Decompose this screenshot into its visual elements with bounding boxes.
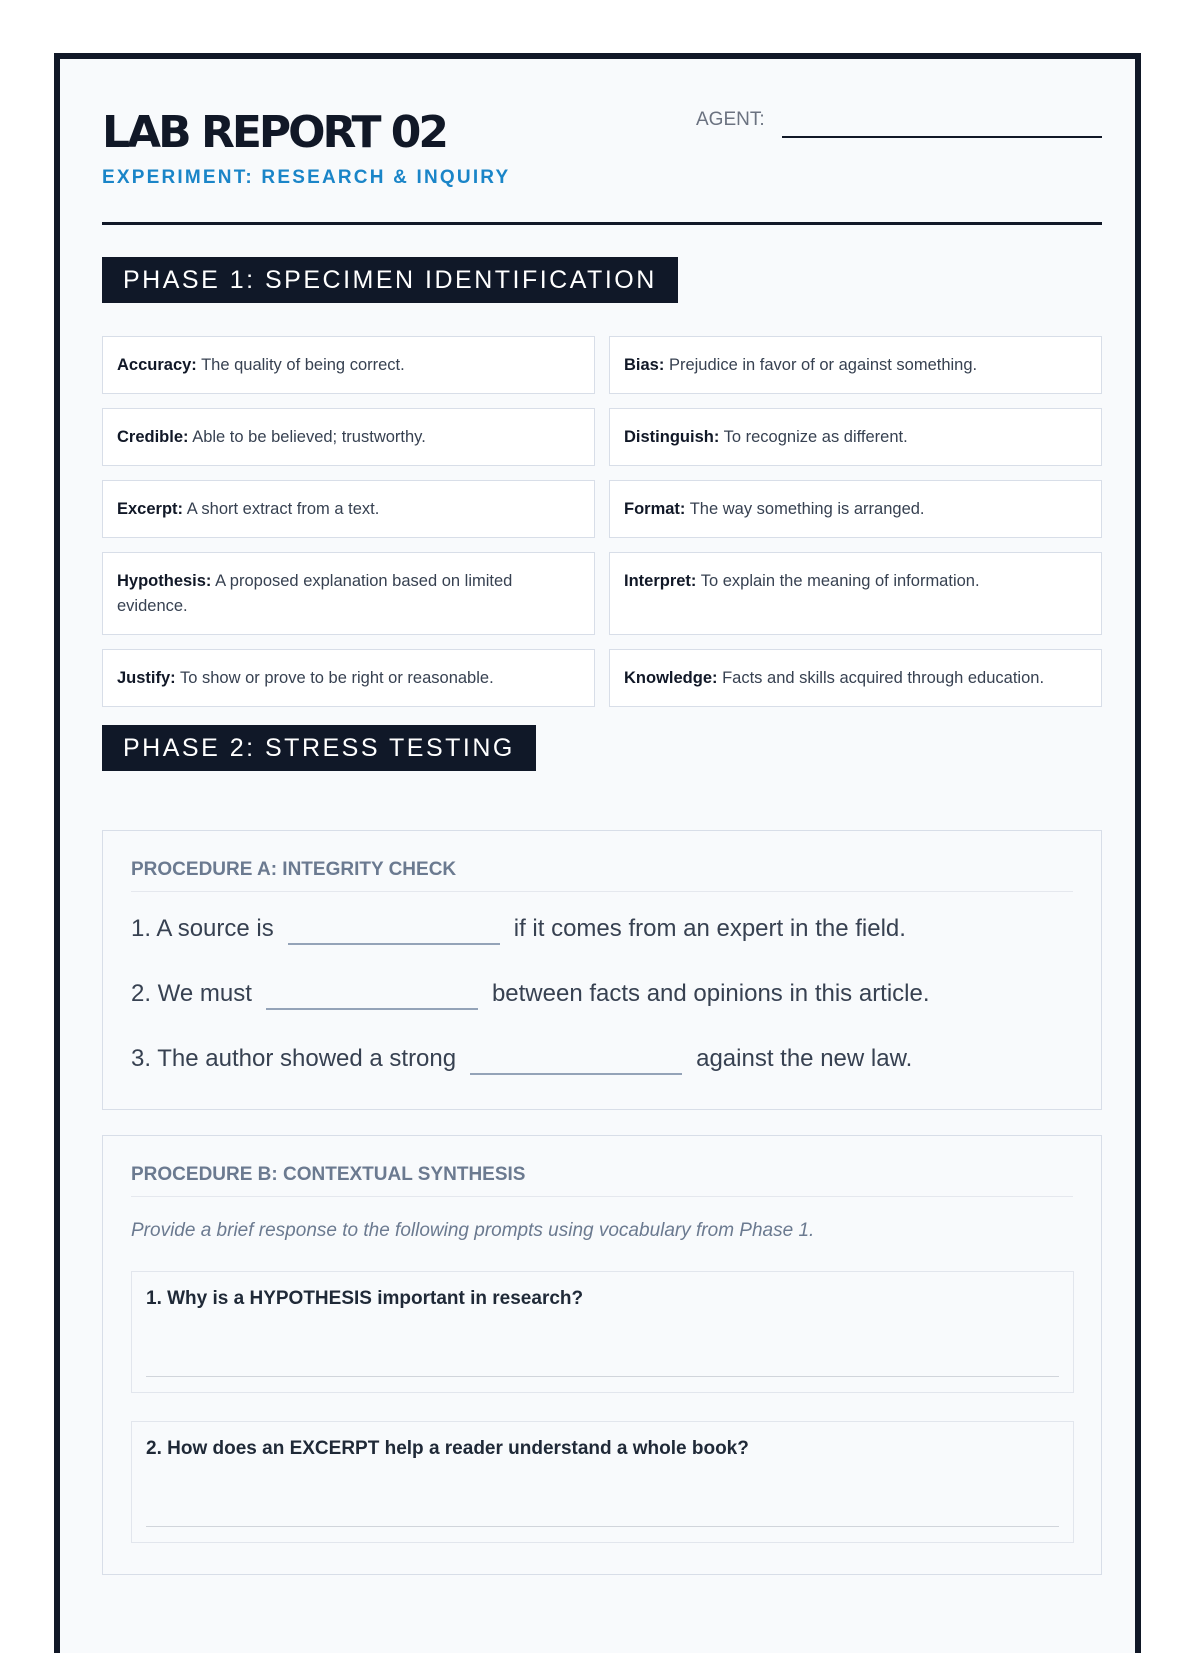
- worksheet: [54, 53, 1141, 1653]
- definition: Able to be believed; trustworthy.: [192, 428, 426, 446]
- definition-card: [609, 408, 1102, 466]
- question-text: 1. Why is a HYPOTHESIS important in research?: [146, 1288, 584, 1309]
- sentence-end: if it comes from an expert in the field.: [513, 915, 906, 942]
- sentence-start: 1. A source is: [131, 915, 274, 942]
- fill-in-item: [131, 1045, 912, 1085]
- definition-card: [102, 336, 595, 394]
- question-text: 2. How does an EXCERPT help a reader understand a whole book?: [146, 1438, 749, 1459]
- phase1-heading: PHASE 1: SPECIMEN IDENTIFICATION: [102, 257, 678, 303]
- sentence-end: between facts and opinions in this article.: [491, 980, 930, 1007]
- definition-card: [609, 552, 1102, 635]
- definition: The quality of being correct.: [201, 356, 405, 374]
- procedure-a-card: [102, 830, 1102, 1110]
- fill-in-item: [131, 980, 930, 1020]
- procedure-a-title: PROCEDURE A: INTEGRITY CHECK: [131, 859, 1073, 892]
- term: Justify:: [117, 669, 176, 687]
- definition: Prejudice in favor of or against something.: [668, 356, 978, 374]
- definition: To explain the meaning of information.: [700, 572, 980, 590]
- agent-label: AGENT:: [696, 109, 765, 130]
- definition-card: [609, 480, 1102, 538]
- procedure-b-title: PROCEDURE B: CONTEXTUAL SYNTHESIS: [131, 1164, 1073, 1197]
- worksheet-content: [102, 59, 1102, 1459]
- definition: A short extract from a text.: [186, 500, 380, 518]
- agent-name-line[interactable]: [782, 136, 1102, 138]
- procedure-b-card: [102, 1135, 1102, 1575]
- definition-card: [102, 408, 595, 466]
- answer-blank[interactable]: [266, 980, 478, 1010]
- term: Interpret:: [624, 572, 697, 590]
- question-box: [131, 1421, 1074, 1543]
- sentence-start: 3. The author showed a strong: [131, 1045, 457, 1072]
- definition: To recognize as different.: [723, 428, 908, 446]
- answer-line[interactable]: [146, 1526, 1059, 1527]
- page-title: LAB REPORT 02: [102, 107, 447, 158]
- phase2-heading: PHASE 2: STRESS TESTING: [102, 725, 536, 771]
- term: Bias:: [624, 356, 665, 374]
- agent-field[interactable]: [696, 109, 1102, 139]
- sentence-start: 2. We must: [131, 980, 252, 1007]
- definition-card: [609, 649, 1102, 707]
- answer-line[interactable]: [146, 1376, 1059, 1377]
- report-header: [102, 59, 1102, 225]
- term: Format:: [624, 500, 686, 518]
- sentence-end: against the new law.: [696, 1045, 913, 1072]
- definition-card: [609, 336, 1102, 394]
- answer-blank[interactable]: [470, 1045, 682, 1075]
- answer-blank[interactable]: [288, 915, 500, 945]
- vocabulary-grid: [102, 336, 1102, 707]
- term: Excerpt:: [117, 500, 184, 518]
- definition: Facts and skills acquired through education.: [722, 669, 1045, 687]
- term: Distinguish:: [624, 428, 720, 446]
- term: Knowledge:: [624, 669, 718, 687]
- definition-card: [102, 552, 595, 635]
- definition: To show or prove to be right or reasonable.: [179, 669, 494, 687]
- definition: A proposed explanation based on limited evidence.: [117, 572, 513, 615]
- procedure-b-instructions: Provide a brief response to the following prompts using vocabulary from Phase 1.: [131, 1220, 815, 1241]
- fill-in-item: [131, 915, 906, 955]
- definition-card: [102, 480, 595, 538]
- definition: The way something is arranged.: [689, 500, 925, 518]
- page-subtitle: EXPERIMENT: RESEARCH & INQUIRY: [102, 167, 511, 188]
- question-box: [131, 1271, 1074, 1393]
- term: Hypothesis:: [117, 572, 212, 590]
- term: Accuracy:: [117, 356, 197, 374]
- term: Credible:: [117, 428, 189, 446]
- definition-card: [102, 649, 595, 707]
